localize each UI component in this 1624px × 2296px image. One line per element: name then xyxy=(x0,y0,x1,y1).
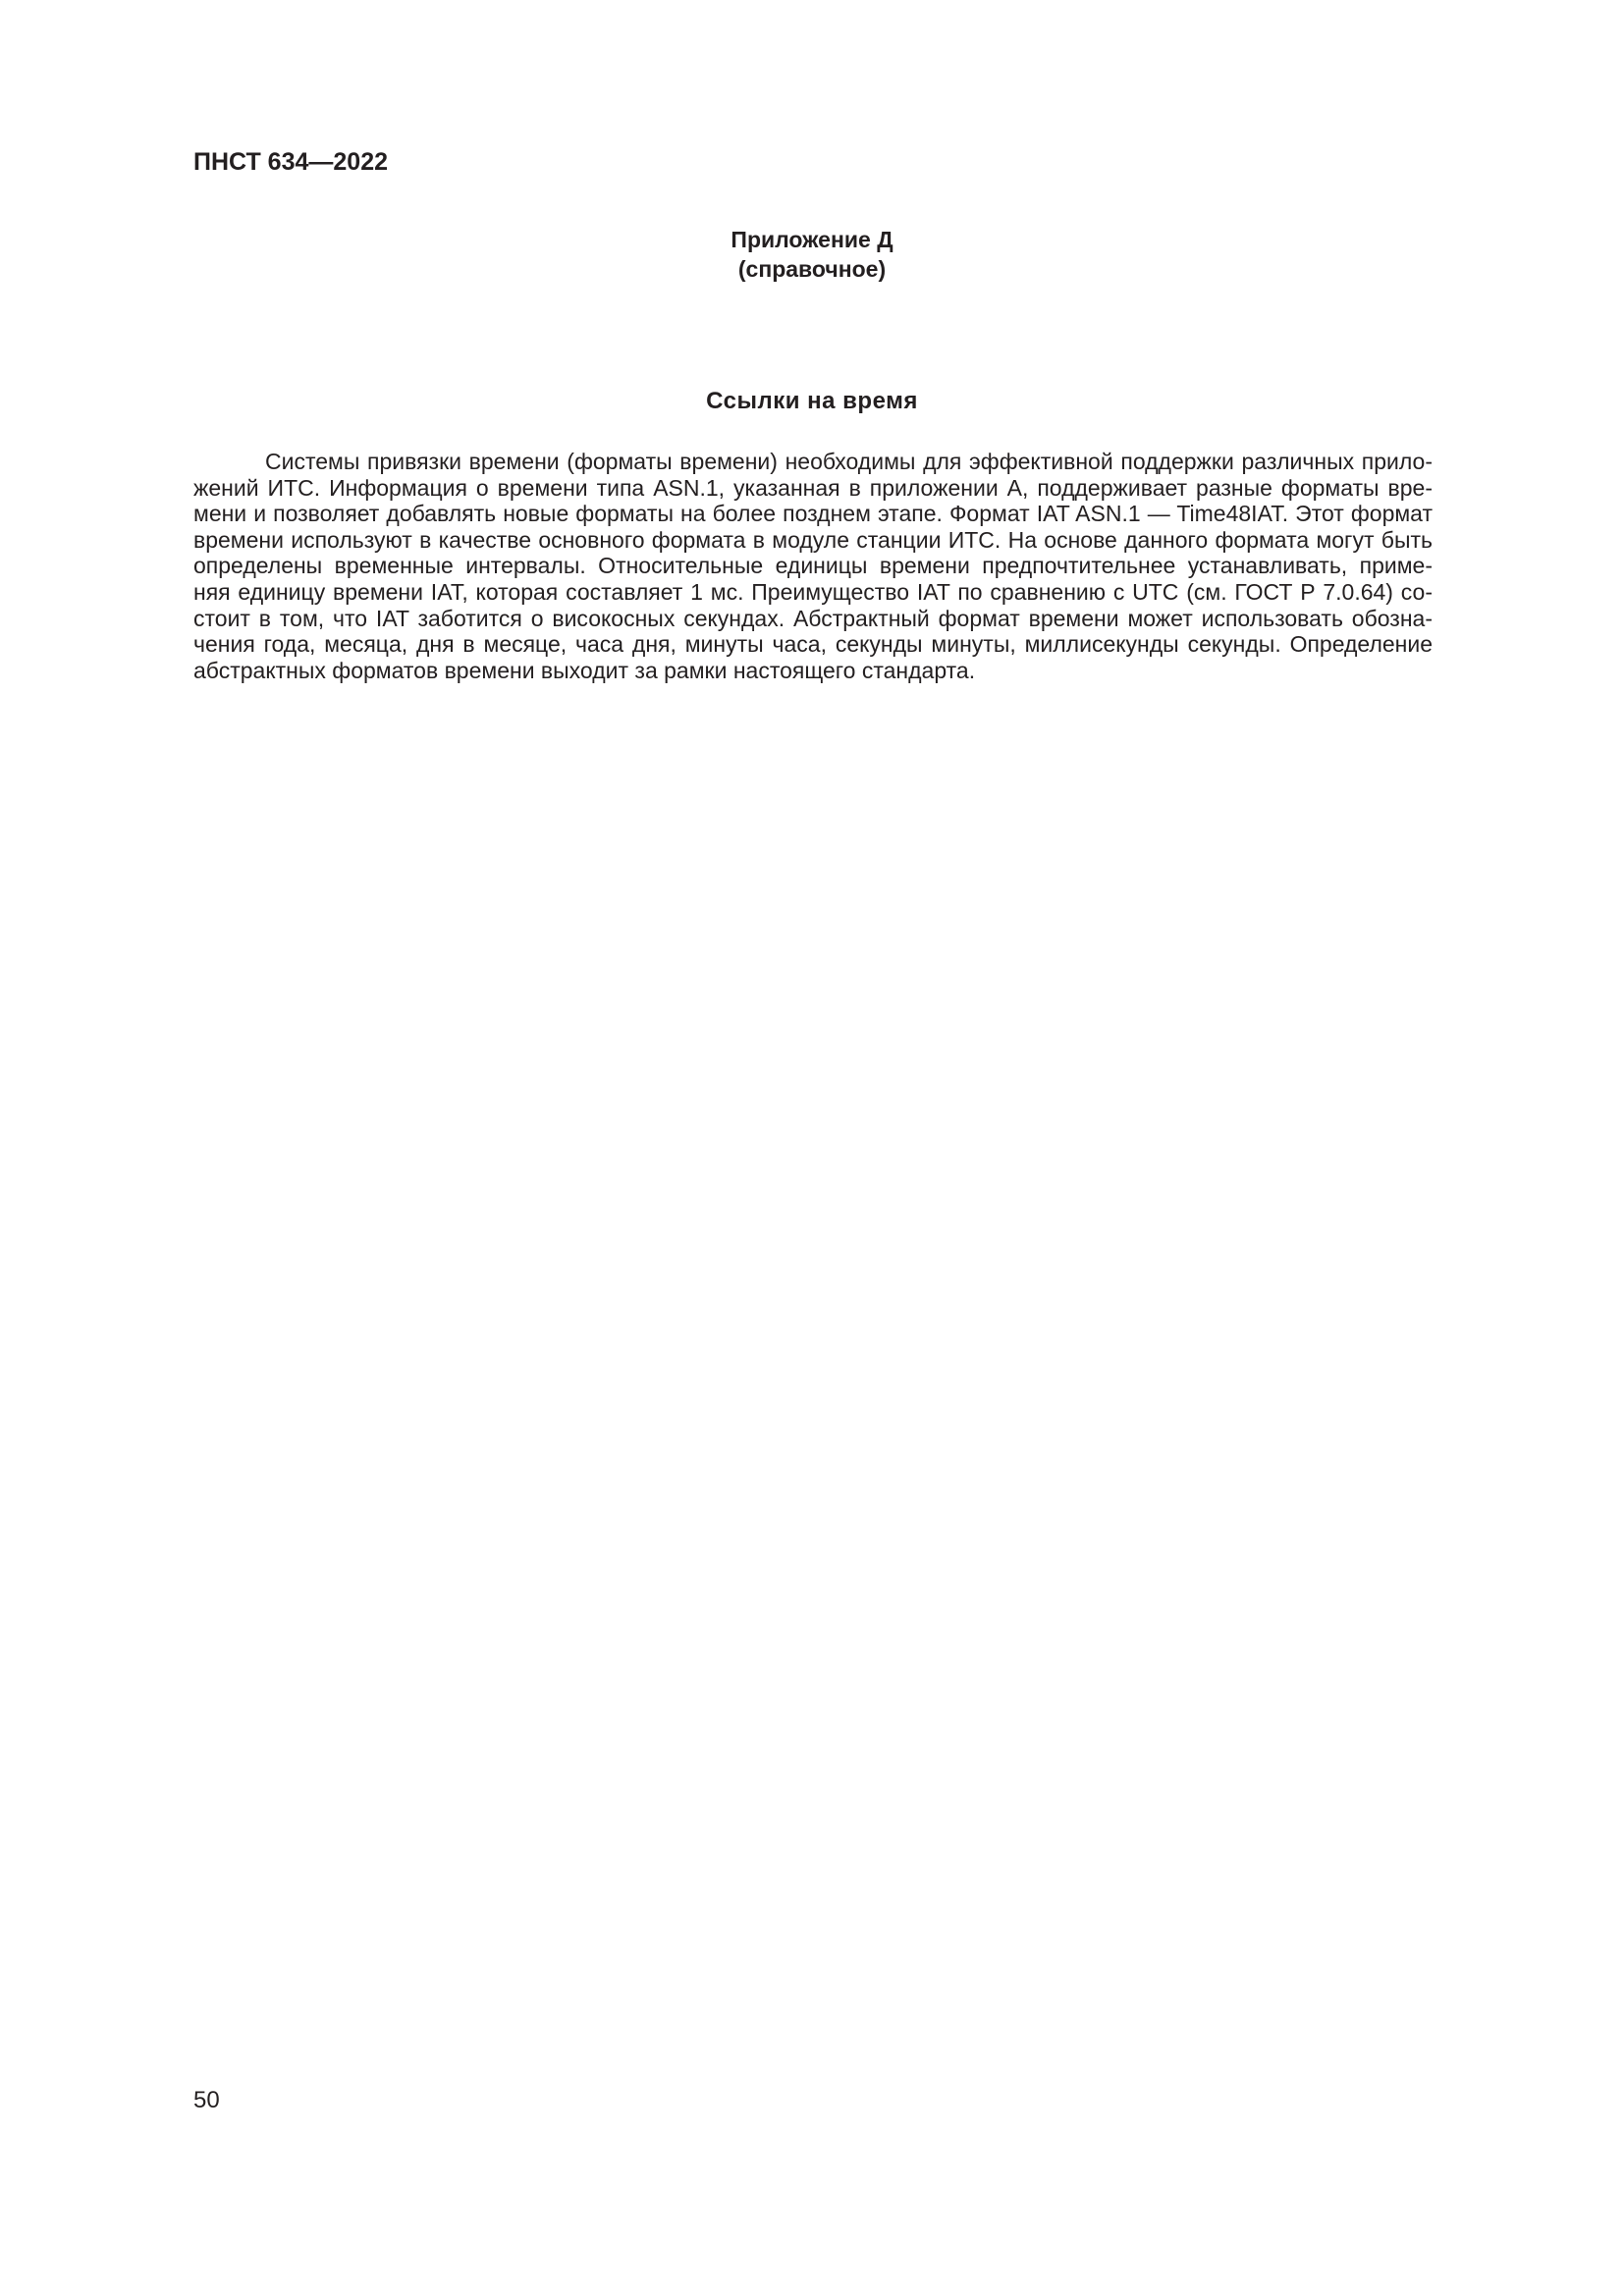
annex-title: Приложение Д xyxy=(731,227,893,252)
section-title: Ссылки на время xyxy=(706,388,918,414)
body-paragraph xyxy=(193,449,1433,683)
body-line: абстрактных форматов времени выходит за рамки настоящего стандарта. xyxy=(193,657,976,683)
body-line: стоит в том, что IAT заботится о високосных секундах. Абстрактный формат времени может использовать обозна- xyxy=(193,605,1433,631)
page-number: 50 xyxy=(193,2087,220,2113)
body-line: мени и позволяет добавлять новые форматы на более позднем этапе. Формат IAT ASN.1 — Time48IAT. Этот формат xyxy=(193,501,1433,527)
body-line: чения года, месяца, дня в месяце, часа дня, минуты часа, секунды минуты, миллисекунды секунды. Определение xyxy=(193,631,1433,658)
body-line: времени используют в качестве основного формата в модуле станции ИТС. На основе данного формата могут быть xyxy=(193,526,1433,553)
annex-heading xyxy=(0,225,1624,284)
body-line: няя единицу времени IAT, которая составляет 1 мс. Преимущество IAT по сравнению с UTC (см. ГОСТ Р 7.0.64) со- xyxy=(193,578,1433,605)
body-line: определены временные интервалы. Относительные единицы времени предпочтительнее устанавливать, приме- xyxy=(193,553,1433,579)
annex-type: (справочное) xyxy=(737,256,887,282)
body-line: Системы привязки времени (форматы времени) необходимы для эффективной поддержки различных прило- xyxy=(265,449,1433,474)
document-header: ПНСТ 634—2022 xyxy=(193,148,388,176)
body-line: жений ИТС. Информация о времени типа ASN.1, указанная в приложении А, поддерживает разные форматы вре- xyxy=(193,474,1433,501)
